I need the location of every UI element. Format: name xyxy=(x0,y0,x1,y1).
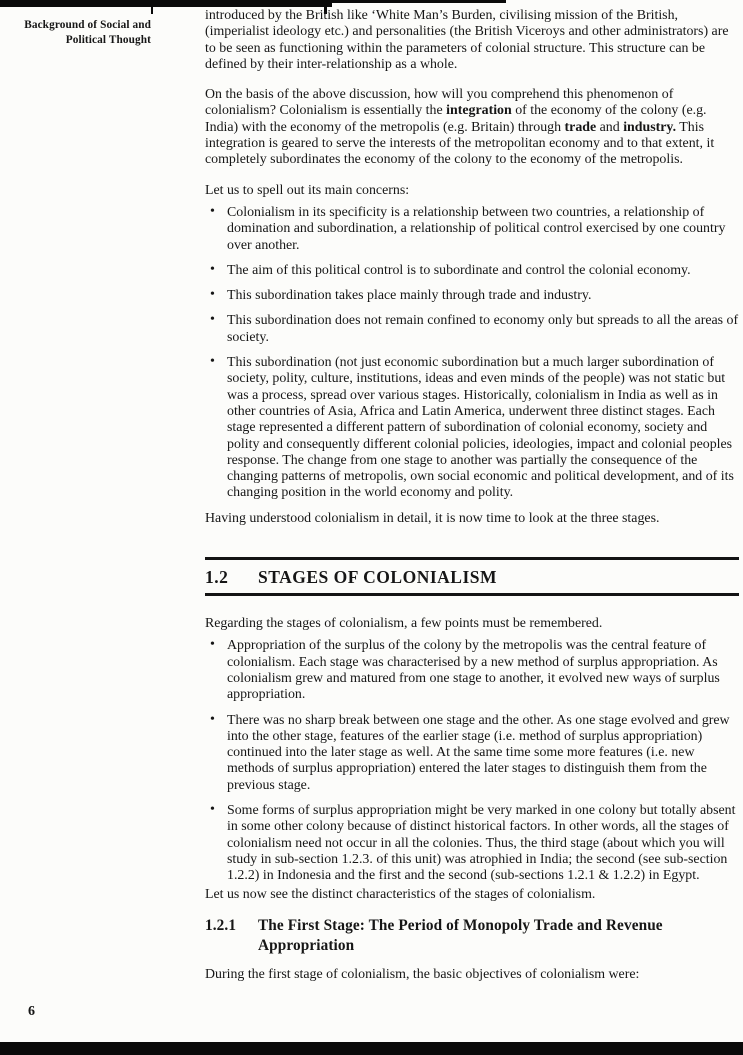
bullet-icon: • xyxy=(210,801,215,817)
paragraph-integration: On the basis of the above discussion, how will you comprehend this phenomenon of colonialism? Colonialism is essentially the integration of the economy of the colony (e.g. India) with the economy of the metropolis (e.g. Britain) through trade and industry. This integration is geared to serve the interests of the metropolitan economy and to that extent, it completely subordinates the economy of the colony to the economy of the metropolis. xyxy=(205,87,715,168)
bottom-scan-bar xyxy=(0,1042,743,1055)
scan-tick-mark xyxy=(151,7,153,14)
subsection-heading-1-2-1 xyxy=(205,916,739,957)
subsection-title-line2: Appropriation xyxy=(258,937,355,955)
stages-bullet-list xyxy=(205,638,739,884)
bullet-item xyxy=(205,638,739,703)
bullet-text: The aim of this political control is to subordinate and control the colonial economy. xyxy=(227,262,691,278)
bullet-item xyxy=(205,288,739,304)
top-scan-bar-thin xyxy=(332,0,506,3)
bullet-text: This subordination (not just economic subordination but a much larger subordination of society, polity, culture, institutions, ideas and even minds of the people) was not static but was a process, spread over various stages. Historically, colonialism in India as well as in other countries of Asia, Africa and Latin America, underwent three distinct stages. Each stage represented a different pattern of subordination of colonial economy, society and polity and consequently different colonial policies, ideologies, impact and colonial peoples response. The change from one stage to another was partially the consequence of the changing patterns of metropolis, own social economic and political development, and of its changing position in the world economy and polity. xyxy=(227,355,734,501)
paragraph-concerns-intro: Let us to spell out its main concerns: xyxy=(205,182,410,198)
bullet-item xyxy=(205,803,739,884)
bullet-text: There was no sharp break between one stage and the other. As one stage evolved and grew into the other stage, features of the earlier stage (i.e. method of surplus appropriation) continued into the later stage as well. At the same time some more features (i.e. new methods of surplus appropriation) entered the later stages to distinguish them from the previous stage. xyxy=(227,712,730,793)
bullet-icon: • xyxy=(210,261,215,277)
paragraph-having-understood: Having understood colonialism in detail, it is now time to look at the three stages. xyxy=(205,510,660,526)
bullet-text: Some forms of surplus appropriation might be very marked in one colony but totally absent in some other colony because of distinct historical factors. In other words, all the stages of colonialism need not occur in all the colonies. Thus, the third stage (about which you will study in sub-section 1.2.3. of this unit) was atrophied in India; the second (see sub-section 1.2.2) in Indonesia and the first and the second (sub-sections 1.2.1 & 1.2.2) in Egypt. xyxy=(227,802,736,884)
section-title: STAGES OF COLONIALISM xyxy=(258,567,498,588)
bullet-icon: • xyxy=(210,354,215,370)
bullet-text: Colonialism in its specificity is a relationship between two countries, a relationship of domination and subordination, a relationship of political control exercised by one country over another. xyxy=(227,204,726,253)
bullet-icon: • xyxy=(210,711,215,727)
subsection-title-line1: The First Stage: The Period of Monopoly Trade and Revenue xyxy=(258,916,663,934)
paragraph-intro-continuation: introduced by the British like ‘White Man’s Burden, civilising mission of the British, (imperialist ideology etc.) and personalities (the British Viceroys and other administrators) are to be seen as functioning within the parameters of colonial structure. This structure can be defined by their inter-relationship as a whole. xyxy=(205,8,729,72)
bullet-icon: • xyxy=(210,637,215,653)
main-text-column xyxy=(205,8,739,997)
paragraph-during-first-stage: During the first stage of colonialism, the basic objectives of colonialism were: xyxy=(205,966,640,982)
bullet-icon: • xyxy=(210,287,215,303)
bullet-text: This subordination takes place mainly through trade and industry. xyxy=(227,288,592,304)
page-number: 6 xyxy=(28,1004,35,1019)
bullet-text: This subordination does not remain confined to economy only but spreads to all the areas of society. xyxy=(227,313,739,345)
subsection-title xyxy=(258,916,663,957)
running-head-line1: Background of Social and xyxy=(24,19,151,31)
bullet-icon: • xyxy=(210,312,215,328)
section-heading-1-2 xyxy=(205,557,739,596)
subsection-number: 1.2.1 xyxy=(205,916,237,934)
bullet-text: Appropriation of the surplus of the colony by the metropolis was the central feature of colonialism. Each stage was characterised by a new method of surplus appropriation. As colonialism grew and matured from one stage to another, it evolved new ways of surplus appropriation. xyxy=(227,638,720,703)
bullet-item xyxy=(205,313,739,346)
section-number: 1.2 xyxy=(205,567,229,588)
top-scan-bar xyxy=(0,0,332,7)
paragraph-regarding: Regarding the stages of colonialism, a few points must be remembered. xyxy=(205,616,603,632)
concerns-bullet-list xyxy=(205,205,739,502)
bullet-icon: • xyxy=(210,203,215,219)
paragraph-let-us-now: Let us now see the distinct characteristics of the stages of colonialism. xyxy=(205,887,596,903)
bullet-item xyxy=(205,713,739,794)
bullet-item xyxy=(205,263,739,279)
bullet-item xyxy=(205,205,739,254)
bullet-item xyxy=(205,355,739,502)
running-head-line2: Political Thought xyxy=(65,33,151,46)
running-head xyxy=(10,18,151,47)
